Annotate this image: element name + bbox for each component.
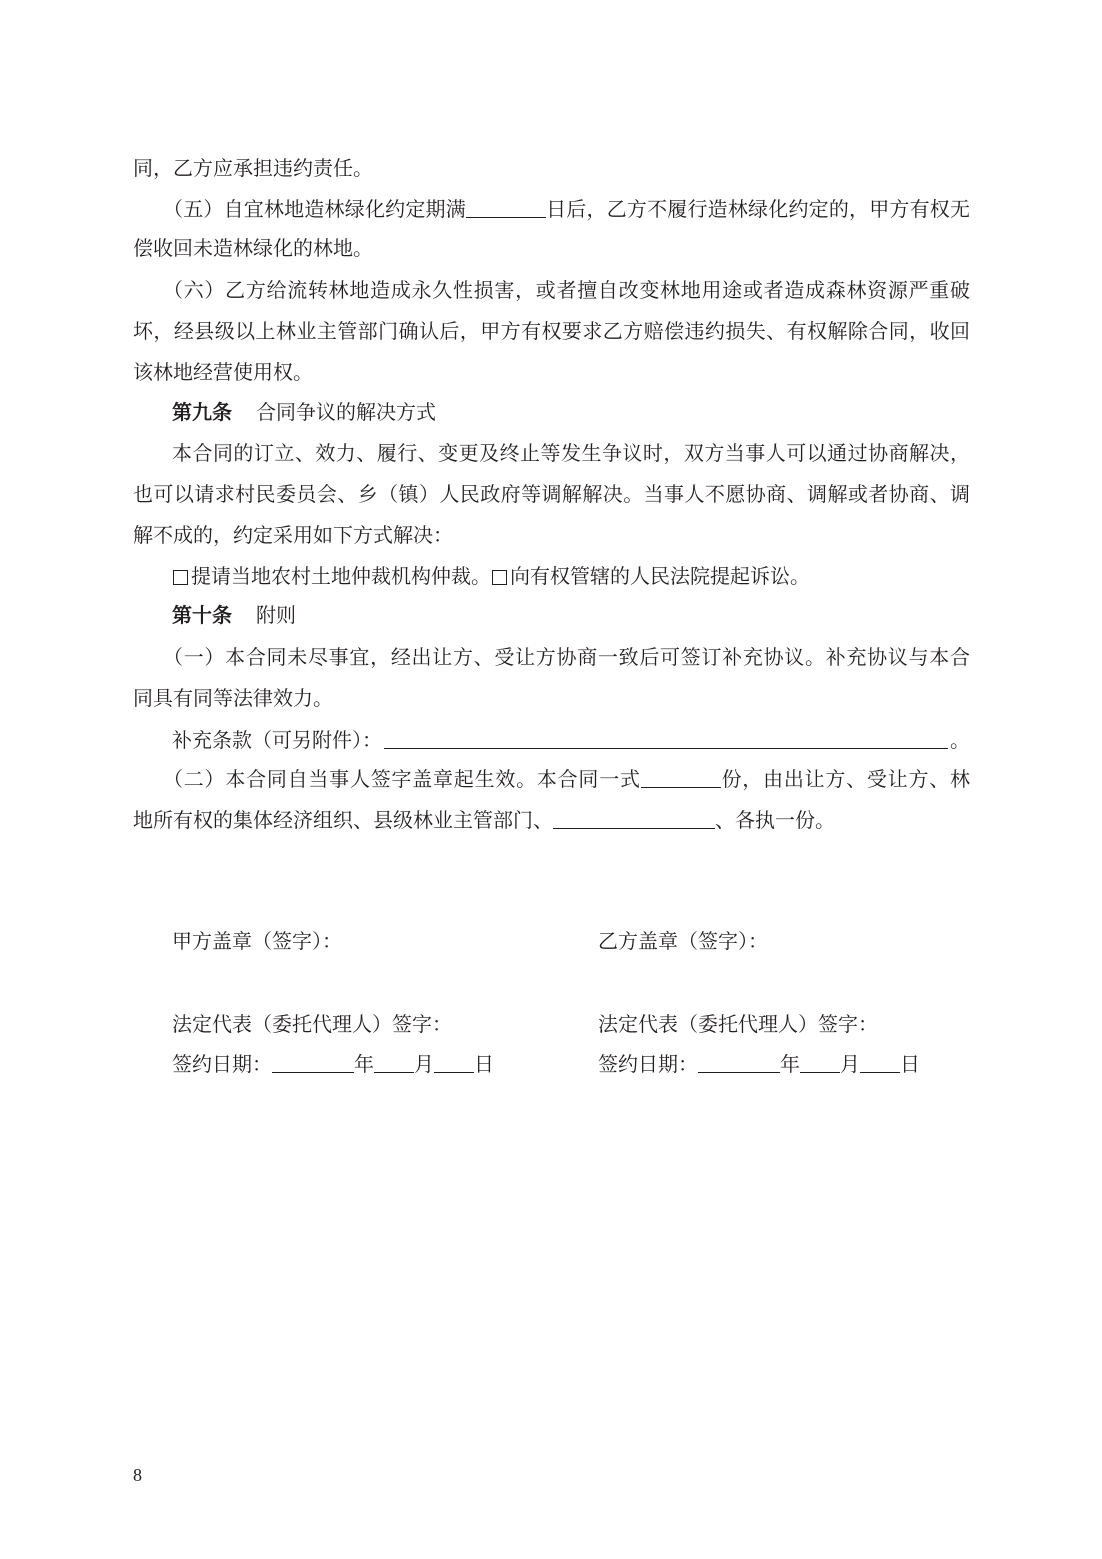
- supplementary-terms-end: 。: [950, 728, 970, 752]
- party-a-date-label: 签约日期：: [172, 1052, 272, 1076]
- item-2-line-2-end: 、各执一份。: [715, 808, 835, 832]
- supplementary-terms-blank: [384, 748, 948, 749]
- party-b-year-label: 年: [780, 1052, 800, 1076]
- party-b-date-line: [598, 1044, 920, 1084]
- clause-5-text-end: 日后，乙方不履行造林绿化约定的，甲方有权无: [545, 197, 971, 221]
- article-9-line-3: 解不成的，约定采用如下方式解决：: [133, 523, 453, 547]
- party-b-day-blank: [860, 1072, 900, 1073]
- article-9-number: 第九条: [172, 400, 232, 424]
- article-9-title: 合同争议的解决方式: [256, 400, 436, 424]
- party-a-day-label: 日: [474, 1052, 494, 1076]
- party-b-month-label: 月: [840, 1052, 860, 1076]
- article-10-heading: [172, 595, 296, 635]
- article-9-line-1: 本合同的订立、效力、履行、变更及终止等发生争议时，双方当事人可以通过协商解决，: [172, 441, 970, 465]
- supplementary-terms-line: [172, 720, 970, 760]
- dispute-option-label: 向有权管辖的人民法院提起诉讼。: [510, 564, 810, 588]
- party-a-seal-label: 甲方盖章（签字）：: [172, 929, 342, 953]
- checkbox-icon: [173, 570, 188, 585]
- dispute-option-label: 提请当地农村土地仲裁机构仲裁。: [191, 564, 491, 588]
- supplementary-terms-label: 补充条款（可另附件）：: [172, 728, 382, 752]
- article-9-line-2: 也可以请求村民委员会、乡（镇）人民政府等调解解决。当事人不愿协商、调解或者协商、调: [133, 482, 970, 506]
- article-9-heading: [172, 392, 436, 432]
- party-a-month-blank: [374, 1072, 414, 1073]
- party-a-year-blank: [272, 1072, 354, 1073]
- article-10-item-2-line-2: [133, 800, 835, 840]
- party-b-day-label: 日: [900, 1052, 920, 1076]
- party-b-representative-label: 法定代表（委托代理人）签字：: [598, 1012, 878, 1036]
- party-a-date-line: [172, 1044, 494, 1084]
- copies-count-blank: [641, 787, 721, 788]
- clause-5-text-start: （五）自宜林地造林绿化约定期满: [163, 197, 466, 221]
- previous-clause-end-text: 同，乙方应承担违约责任。: [133, 156, 373, 180]
- article-10-title: 附则: [256, 603, 296, 627]
- party-a-day-blank: [434, 1072, 474, 1073]
- party-b-date-label: 签约日期：: [598, 1052, 698, 1076]
- party-b-year-blank: [698, 1072, 780, 1073]
- party-a-representative-label: 法定代表（委托代理人）签字：: [172, 1012, 452, 1036]
- clause-6-line-3: 该林地经营使用权。: [133, 360, 313, 384]
- checkbox-icon: [492, 570, 507, 585]
- page-number: 8: [133, 1465, 142, 1485]
- clause-6-line-2: 坏，经县级以上林业主管部门确认后，甲方有权要求乙方赔偿违约损失、有权解除合同，收回: [133, 319, 970, 343]
- item-2-text-end: 份，由出让方、受让方、林: [720, 767, 971, 791]
- item-2-text-start: （二）本合同自当事人签字盖章起生效。本合同一式: [163, 767, 641, 791]
- other-party-blank: [553, 828, 715, 829]
- party-b-month-blank: [800, 1072, 840, 1073]
- dispute-option-litigation: [491, 564, 810, 588]
- days-blank-field: [466, 217, 546, 218]
- clause-6-line-1: （六）乙方给流转林地造成永久性损害，或者擅自改变林地用途或者造成森林资源严重破: [163, 278, 970, 302]
- article-10-item-2-line-1: [163, 759, 970, 799]
- party-a-month-label: 月: [414, 1052, 434, 1076]
- party-b-seal-label: 乙方盖章（签字）：: [598, 929, 768, 953]
- dispute-option-arbitration: [172, 564, 491, 588]
- party-a-year-label: 年: [354, 1052, 374, 1076]
- article-10-item-1-line-2: 同具有同等法律效力。: [133, 686, 333, 710]
- article-10-item-1-line-1: （一）本合同未尽事宜，经出让方、受让方协商一致后可签订补充协议。补充协议与本合: [163, 645, 970, 669]
- clause-5-line-1: [163, 189, 970, 229]
- clause-5-line-2: 偿收回未造林绿化的林地。: [133, 236, 373, 260]
- article-10-number: 第十条: [172, 603, 232, 627]
- item-2-line-2-start: 地所有权的集体经济组织、县级林业主管部门、: [133, 808, 553, 832]
- dispute-resolution-options: [172, 556, 810, 596]
